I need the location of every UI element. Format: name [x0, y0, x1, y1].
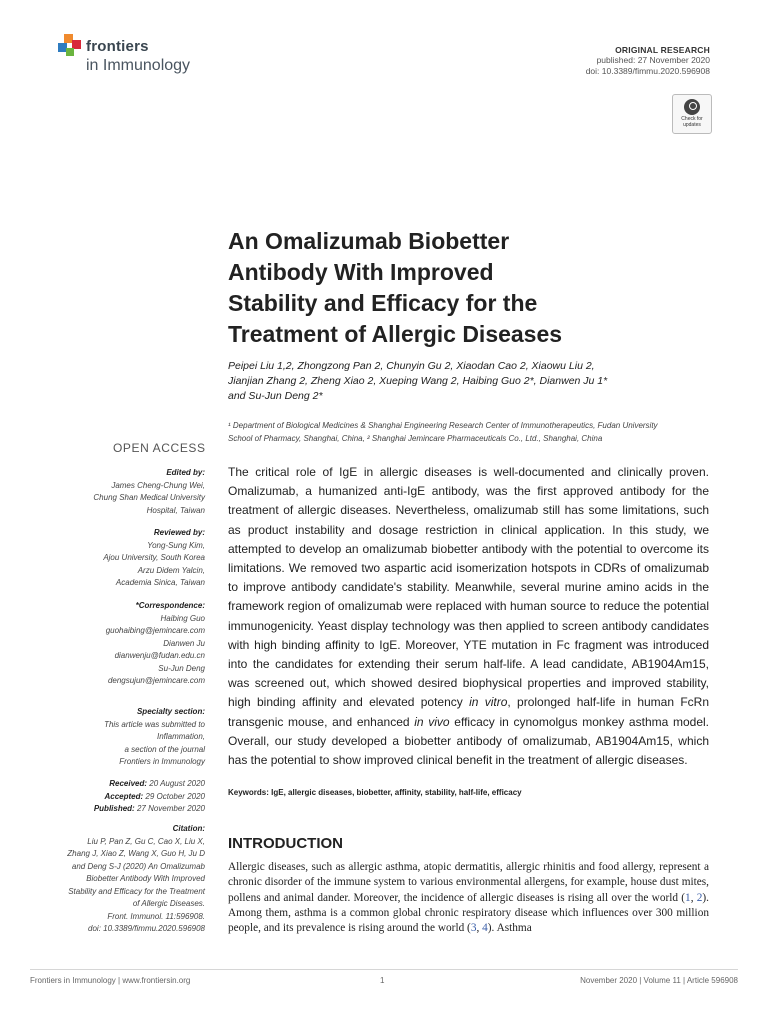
- correspondence-name: Dianwen Ju: [163, 638, 205, 648]
- citation-line: Zhang J, Xiao Z, Wang X, Guo H, Ju D: [67, 849, 205, 858]
- edited-by-heading: Edited by:: [166, 468, 205, 477]
- intro-text: ,: [476, 922, 483, 935]
- frontiers-logo-icon: [58, 34, 82, 58]
- dates-block: [45, 778, 205, 816]
- accepted-label: Accepted:: [104, 791, 144, 801]
- specialty-heading: Specialty section:: [136, 707, 205, 716]
- editor-line: Hospital, Taiwan: [146, 505, 205, 515]
- reviewer-line: Ajou University, South Korea: [103, 553, 205, 562]
- check-for-updates-button[interactable]: [672, 94, 712, 134]
- reviewer-line[interactable]: Yong-Sung Kim,: [147, 540, 205, 550]
- badge-label-1: Check for: [681, 116, 703, 122]
- correspondence-email[interactable]: guohaibing@jemincare.com: [105, 626, 205, 635]
- keywords: [228, 788, 709, 797]
- intro-text: ,: [690, 891, 697, 904]
- article-meta-header: [450, 45, 710, 77]
- correspondence-heading: *Correspondence:: [135, 601, 205, 610]
- abstract: [228, 463, 709, 770]
- abstract-text: The critical role of IgE in allergic diseases is well-documented and clinically proven. Omalizumab, a humanized anti-IgE antibody, was the first approved antibody for the treatment of allergic diseases. Nevertheless, omalizumab still has some limitations, such as product instability and dosage restriction in clinical application. In this study, we attempted to develop an omalizumab biobetter antibody with the potential to overcome its limitations. We removed two aspartic acid isomerization hotspots in CDRs of omalizumab to improve antibody candidate's stability. Meanwhile, several murine amino acids in the framework region of omalizumab were replaced with human source to reduce the potential immunogenicity. Yeast display technology was then applied to screen antibody candidates with high binding affinity to IgE. Moreover, YTE mutation in Fc fragment was introduced into the candidates for extending their serum half-life. A lead candidate, AB1904Am15, was screened out, which showed desired biophysical properties and improved stability, high binding affinity and elevated potency: [228, 465, 709, 710]
- reviewer-line: Academia Sinica, Taiwan: [115, 578, 205, 587]
- edited-by-block: [45, 467, 205, 517]
- abstract-text: efficacy in cynomolgus monkey asthma model. Overall, our study developed a biobetter antibody of omalizumab, AB1904Am15, which has the potential to show improved clinical benefit in the treatment of allergic diseases.: [228, 714, 709, 768]
- correspondence-name: Haibing Guo: [160, 613, 205, 623]
- page-number: 1: [380, 976, 385, 985]
- accepted-date: 29 October 2020: [145, 791, 205, 801]
- keywords-list: IgE, allergic diseases, biobetter, affinity, stability, half-life, efficacy: [271, 788, 522, 797]
- introduction-paragraph: [228, 860, 709, 936]
- logo-wordmark: frontiers: [86, 38, 149, 55]
- affiliation-line: ¹ Department of Biological Medicines & Shanghai Engineering Research Center of Immunotherapeutics, Fudan University: [228, 421, 658, 430]
- logo-journal-name: in Immunology: [86, 57, 191, 74]
- correspondence-email[interactable]: dianwenju@fudan.edu.cn: [114, 651, 205, 660]
- keywords-label: Keywords:: [228, 788, 269, 797]
- abstract-italic: in vivo: [414, 714, 450, 729]
- citation-line: Liu P, Pan Z, Gu C, Cao X, Liu X,: [87, 836, 205, 846]
- reviewer-line[interactable]: Arzu Didem Yalcin,: [137, 565, 205, 575]
- reference-link[interactable]: 1: [685, 891, 691, 904]
- title-line: An Omalizumab Biobetter: [228, 228, 510, 254]
- citation-heading: Citation:: [172, 824, 205, 833]
- author-list: [228, 359, 698, 404]
- received-label: Received:: [109, 779, 148, 788]
- title-line: Antibody With Improved: [228, 259, 494, 285]
- reference-link[interactable]: 4: [482, 922, 488, 935]
- correspondence-name: Su-Jun Deng: [158, 663, 205, 673]
- specialty-line: This article was submitted to: [104, 719, 205, 729]
- correspondence-block: [45, 600, 205, 688]
- citation-line: Stability and Efficacy for the Treatment: [68, 886, 205, 896]
- footer-article-info: November 2020 | Volume 11 | Article 596908: [580, 976, 738, 985]
- authors-line: Jianjian Zhang 2, Zheng Xiao 2, Xueping Wang 2, Haibing Guo 2*, Dianwen Ju 1*: [228, 375, 608, 387]
- citation-line: of Allergic Diseases.: [132, 899, 205, 908]
- article-type: ORIGINAL RESEARCH: [615, 45, 710, 55]
- specialty-line: a section of the journal: [124, 744, 205, 754]
- open-access-label: OPEN ACCESS: [113, 441, 206, 455]
- reference-link[interactable]: 2: [696, 891, 703, 904]
- reviewed-by-block: [45, 527, 205, 590]
- citation-line: Biobetter Antibody With Improved: [86, 874, 205, 883]
- citation-line: Front. Immunol. 11:596908.: [107, 911, 205, 921]
- editor-line: Chung Shan Medical University: [93, 493, 205, 502]
- affiliation-line: School of Pharmacy, Shanghai, China, ² Shanghai Jemincare Pharmaceuticals Co., Ltd., Shanghai, China: [228, 433, 603, 443]
- editor-line[interactable]: James Cheng-Chung Wei,: [111, 480, 205, 490]
- intro-text: ). Among them, asthma is a common global chronic respiratory disease which influences over 300 million people, and its prevalence is rising around the world (: [228, 891, 709, 935]
- specialty-line: Inflammation,: [156, 732, 205, 741]
- correspondence-email[interactable]: dengsujun@jemincare.com: [107, 676, 205, 685]
- intro-text: ). Asthma: [487, 922, 532, 935]
- published-date: published: 27 November 2020: [596, 55, 710, 65]
- abstract-italic: in vitro: [469, 695, 508, 710]
- citation-doi[interactable]: doi: 10.3389/fimmu.2020.596908: [88, 924, 205, 933]
- reviewed-by-heading: Reviewed by:: [153, 528, 205, 537]
- specialty-section-block: [45, 706, 205, 769]
- footer-divider: [30, 969, 738, 970]
- doi-link[interactable]: doi: 10.3389/fimmu.2020.596908: [585, 66, 710, 76]
- footer-journal-link[interactable]: Frontiers in Immunology | www.frontiersin.org: [30, 976, 191, 985]
- title-line: Stability and Efficacy for the: [228, 290, 538, 316]
- authors-line: and Su-Jun Deng 2*: [228, 390, 323, 402]
- journal-logo[interactable]: [58, 34, 228, 80]
- affiliations: [228, 420, 708, 445]
- title-line: Treatment of Allergic Diseases: [228, 321, 563, 347]
- reference-link[interactable]: 3: [470, 922, 477, 935]
- badge-label-2: updates: [683, 122, 701, 128]
- published-label: Published:: [93, 804, 135, 813]
- abstract-text: , prolonged half-life in human FcRn transgenic mouse, and enhanced: [228, 695, 709, 729]
- specialty-line: Frontiers in Immunology: [119, 757, 205, 766]
- received-date: 20 August 2020: [149, 779, 205, 788]
- published-date-side: 27 November 2020: [136, 804, 205, 813]
- citation-line: and Deng S-J (2020) An Omalizumab: [71, 861, 205, 871]
- article-title: [228, 226, 688, 350]
- section-heading-introduction: INTRODUCTION: [228, 835, 343, 852]
- citation-block: [45, 823, 205, 936]
- intro-text: Allergic diseases, such as allergic asthma, atopic dermatitis, allergic rhinitis and food allergy, represent a chronic disorder of the immune system to various environmental allergens, for example, house dust mites, pollens and animal dander. Moreover, the incidence of allergic diseases is rising all over the world (: [228, 861, 709, 904]
- authors-line: Peipei Liu 1,2, Zhongzong Pan 2, Chunyin Gu 2, Xiaodan Cao 2, Xiaowu Liu 2,: [228, 360, 595, 372]
- check-updates-icon: [684, 99, 700, 115]
